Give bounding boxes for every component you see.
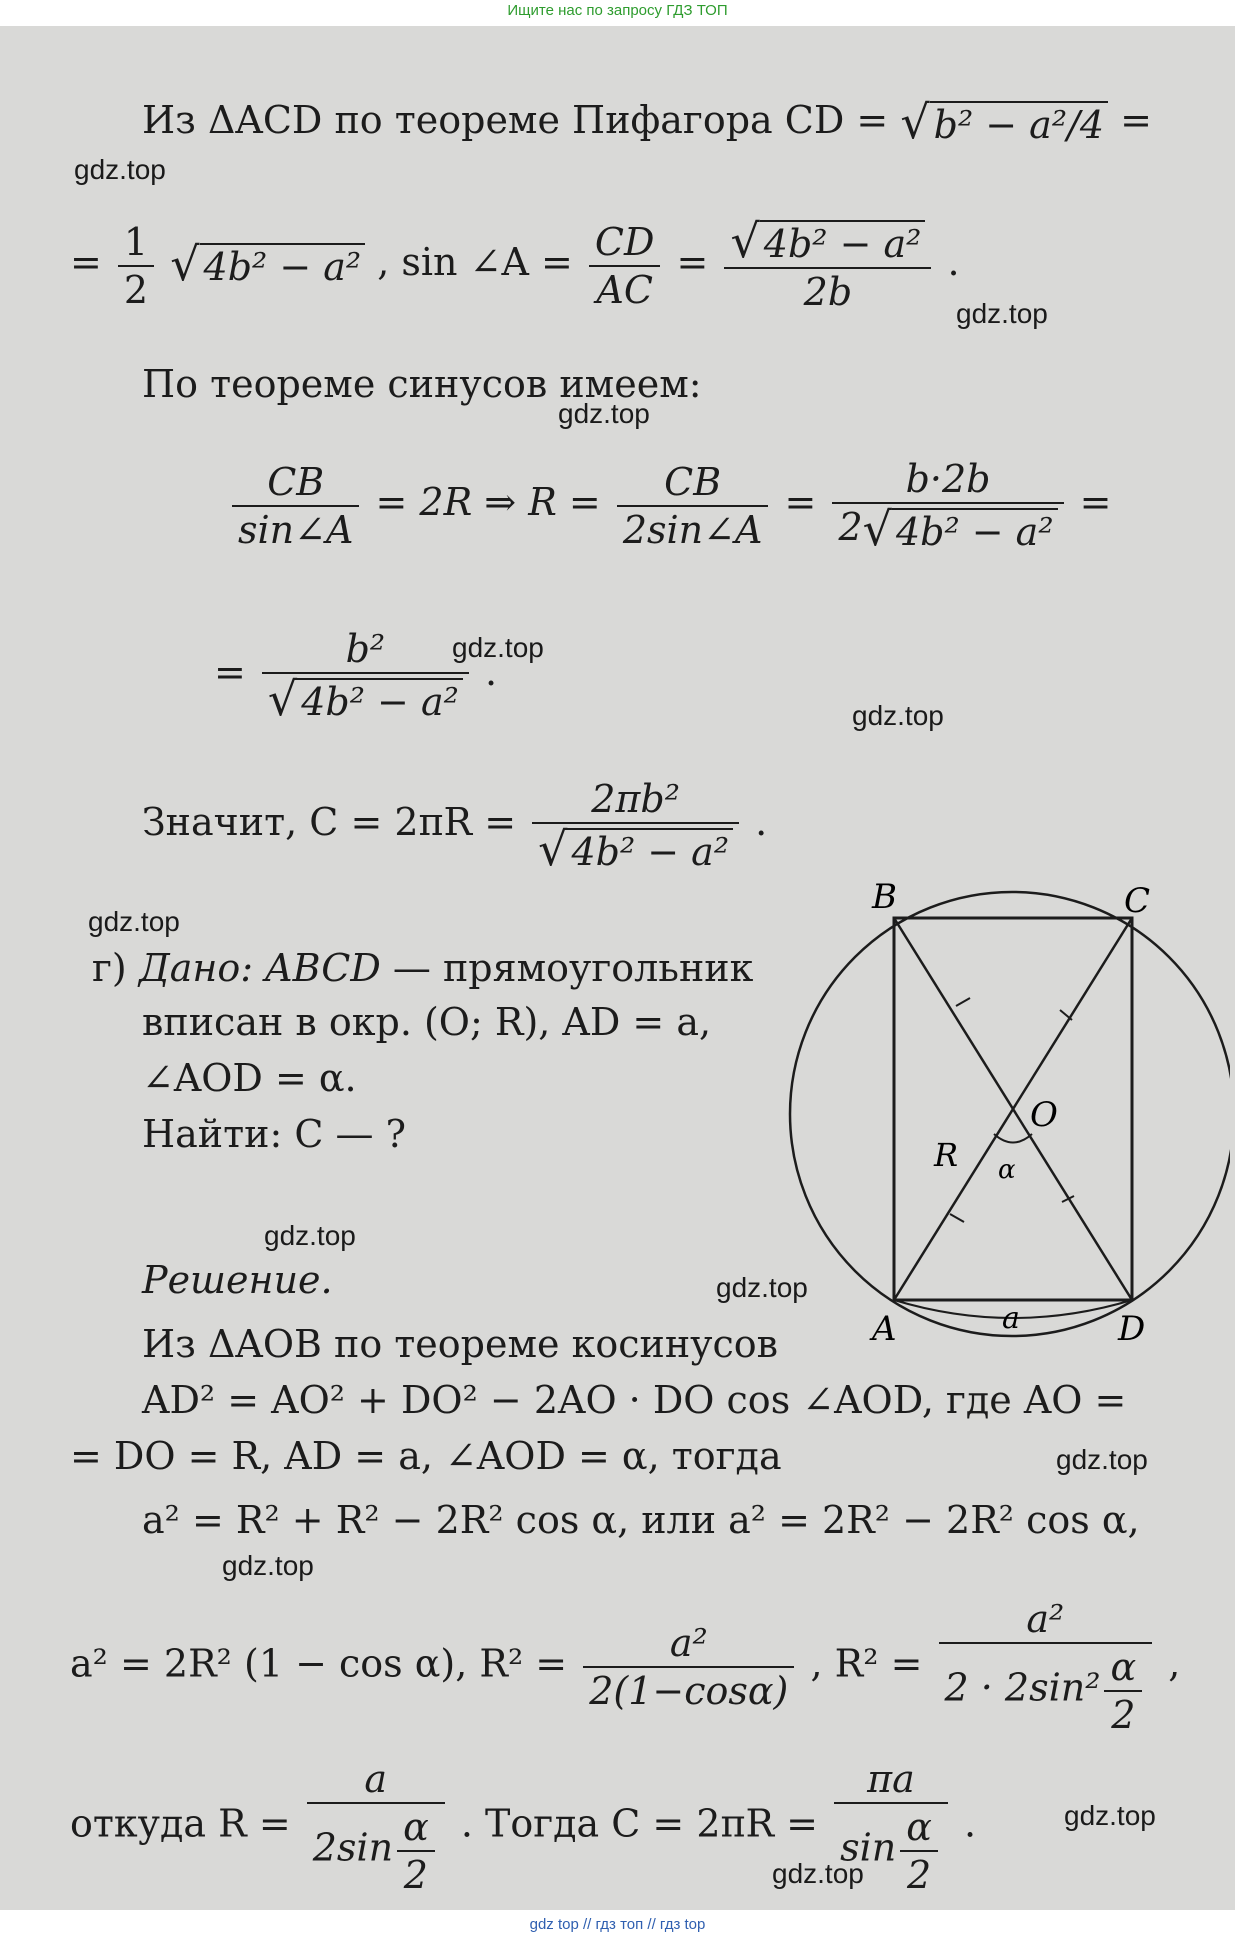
line-sine-theorem: По теореме синусов имеем: [142,362,702,406]
sqrt-expression: √ b² − a²/4 [900,100,1108,147]
frac-half: $\frac{1}{2}$ [118,219,154,313]
line-solution: Решение. [142,1258,333,1302]
watermark: gdz.top [1056,1444,1148,1475]
line-cosine-theorem: Из ΔAOB по теореме косинусов [142,1322,779,1366]
line-R-squared: a² = 2R² (1 − cos α), R² = $\frac{\text{a²}}{2(1-\cos\alpha)}$ , R² = a² 2 · 2sin² $\frac{\alpha}{2}$ , [70,1597,1181,1737]
watermark: gdz.top [852,700,944,731]
line-AD-squared: AD² = AO² + DO² − 2AO · DO cos ∠AOD, где AO = [142,1378,1127,1422]
label-a: a [1002,1301,1020,1336]
watermark: gdz.top [74,154,166,185]
watermark: gdz.top [264,1220,356,1251]
line-final: откуда R = a 2sin $\frac{\alpha}{2}$ . Тогда C = 2πR = πa sin $\frac{\alpha}{2}$ . [70,1757,977,1897]
line-R-result: = $\frac{\text{b²}}{\text{√ 4b² − a²}}$ . [214,627,498,726]
rectangle-in-circle-figure [780,866,1230,1356]
text-pythagoras: Из ΔACD по теореме Пифагора CD = [142,98,901,142]
line-circumference: Значит, C = 2πR = $\frac{\text{2πb²}}{\text{√ 4b² − a²}}$ . [142,777,768,876]
line-angle: ∠AOD = α. [142,1056,357,1100]
line-sinA: = $\frac{1}{2}$ √ 4b² − a² , sin ∠A = $\frac{CD}{AC}$ = $\frac{\text{√ 4b² − a²}}{2b}$ . [70,214,960,314]
watermark: gdz.top [956,298,1048,329]
label-C: C [1124,881,1151,921]
label-O: O [1030,1095,1058,1135]
line-pythagoras: Из ΔACD по теореме Пифагора CD = √ b² − a²/4 = [142,95,1152,149]
line-a-squared: a² = R² + R² − 2R² cos α, или a² = 2R² − 2R² cos α, [142,1498,1140,1542]
label-A: A [872,1309,897,1349]
watermark: gdz.top [452,632,544,663]
label-R: R [934,1136,959,1174]
line-DO-R: = DO = R, AD = a, ∠AOD = α, тогда [70,1434,782,1478]
line-inscribed: вписан в окр. (O; R), AD = a, [142,1000,712,1044]
watermark: gdz.top [1064,1800,1156,1831]
label-D: D [1118,1309,1146,1349]
watermark: gdz.top [558,398,650,429]
label-alpha: α [998,1155,1016,1185]
angle-alpha-arc [994,1134,1032,1143]
textbook-page [0,26,1235,1910]
watermark: gdz.top [88,906,180,937]
line-R-formula: $\frac{CB}{\sin\angle A}$ = 2R ⇒ R = $\frac{CB}{2\sin\angle A}$ = $\frac{b\cdot 2b}{\text{2√ 4b² − a²}}$ = [228,456,1112,555]
top-banner: Ищите нас по запросу ГДЗ ТОП [0,0,1235,26]
watermark: gdz.top [772,1858,864,1889]
line-given: г) Дано: ABCD — прямоугольник [92,946,754,990]
watermark: gdz.top [716,1272,808,1303]
bottom-banner: gdz top // гдз топ // гдз top [0,1910,1235,1941]
label-B: B [872,877,897,917]
watermark: gdz.top [222,1550,314,1581]
line-find: Найти: C — ? [142,1112,406,1156]
